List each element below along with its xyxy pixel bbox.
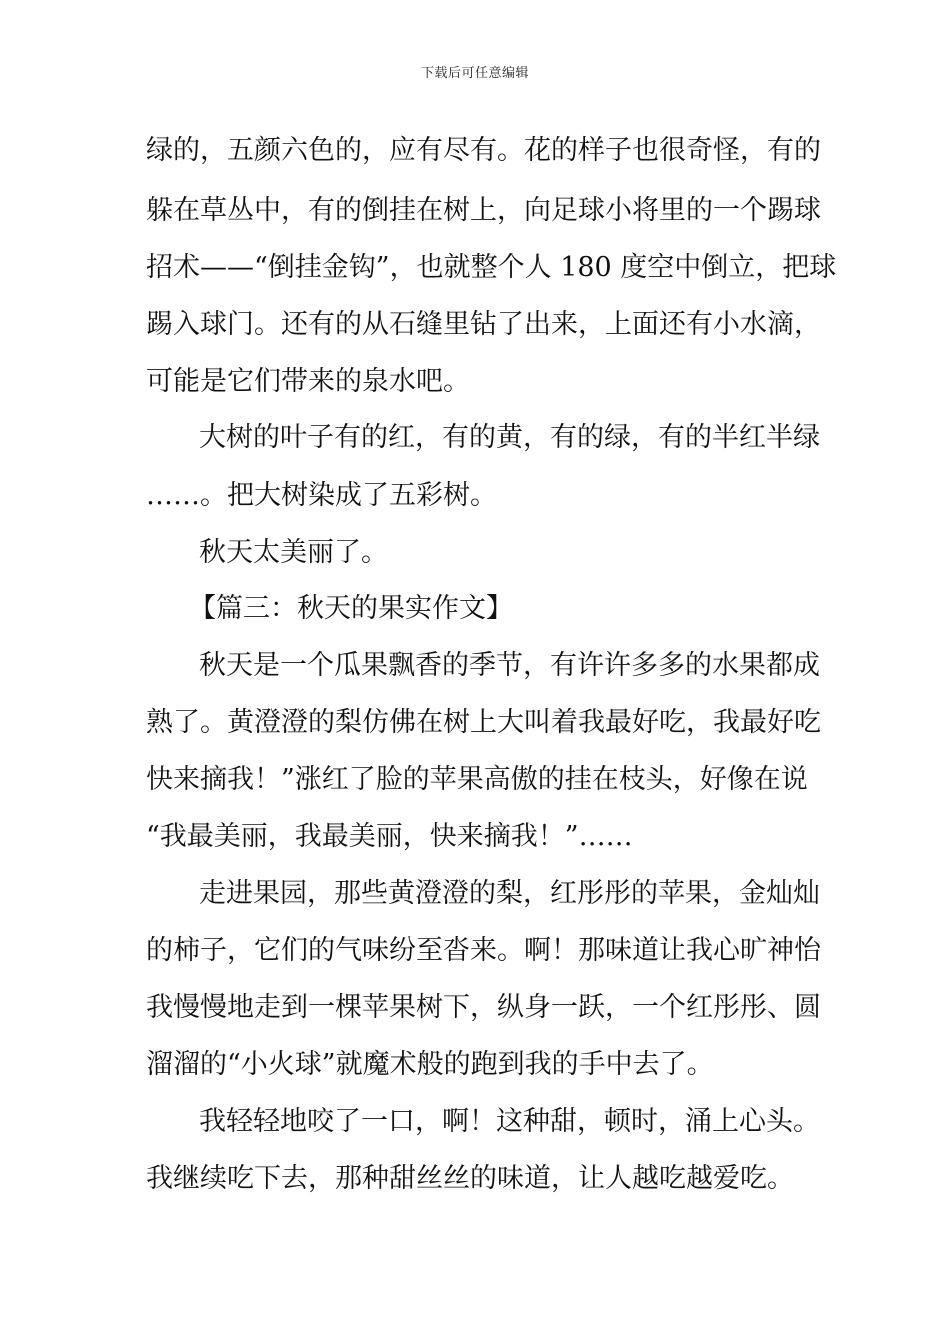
- text-line: 躲在草丛中，有的倒挂在树上，向足球小将里的一个踢球: [146, 195, 821, 226]
- text-line: 我轻轻地咬了一口，啊！这种甜，顿时，涌上心头。: [199, 1106, 820, 1137]
- text-line: 快来摘我！”涨红了脸的苹果高傲的挂在枝头，好像在说: [146, 764, 808, 795]
- text-line: 我继续吃下去，那种甜丝丝的味道，让人越吃越爱吃。: [146, 1163, 794, 1194]
- text-line: 可能是它们带来的泉水吧。: [146, 366, 470, 397]
- text-line: 我慢慢地走到一棵苹果树下，纵身一跃，一个红彤彤、圆: [146, 992, 821, 1023]
- text-line: “我最美丽，我最美丽，快来摘我！”……: [146, 821, 633, 852]
- page-header-note: 下载后可任意编辑: [420, 66, 529, 81]
- text-line: ……。把大树染成了五彩树。: [146, 480, 497, 511]
- section-heading: 【篇三：秋天的果实作文】: [189, 593, 513, 624]
- text-line: 溜溜的“小火球”就魔术般的跑到我的手中去了。: [146, 1049, 714, 1080]
- text-line: 秋天太美丽了。: [199, 537, 388, 568]
- text-line: 走进果园，那些黄澄澄的梨，红彤彤的苹果，金灿灿: [199, 878, 820, 909]
- text-line: 招术——“倒挂金钩”，也就整个人 180 度空中倒立，把球: [146, 252, 837, 283]
- text-line: 的柿子，它们的气味纷至沓来。啊！那味道让我心旷神怡: [146, 935, 821, 966]
- text-line: 熟了。黄澄澄的梨仿佛在树上大叫着我最好吃，我最好吃: [146, 707, 821, 738]
- text-line: 大树的叶子有的红，有的黄，有的绿，有的半红半绿: [199, 422, 820, 453]
- text-line: 踢入球门。还有的从石缝里钻了出来，上面还有小水滴，: [146, 309, 821, 340]
- text-line: 秋天是一个瓜果飘香的季节，有许许多多的水果都成: [199, 650, 820, 681]
- text-line: 绿的，五颜六色的，应有尽有。花的样子也很奇怪，有的: [146, 135, 821, 166]
